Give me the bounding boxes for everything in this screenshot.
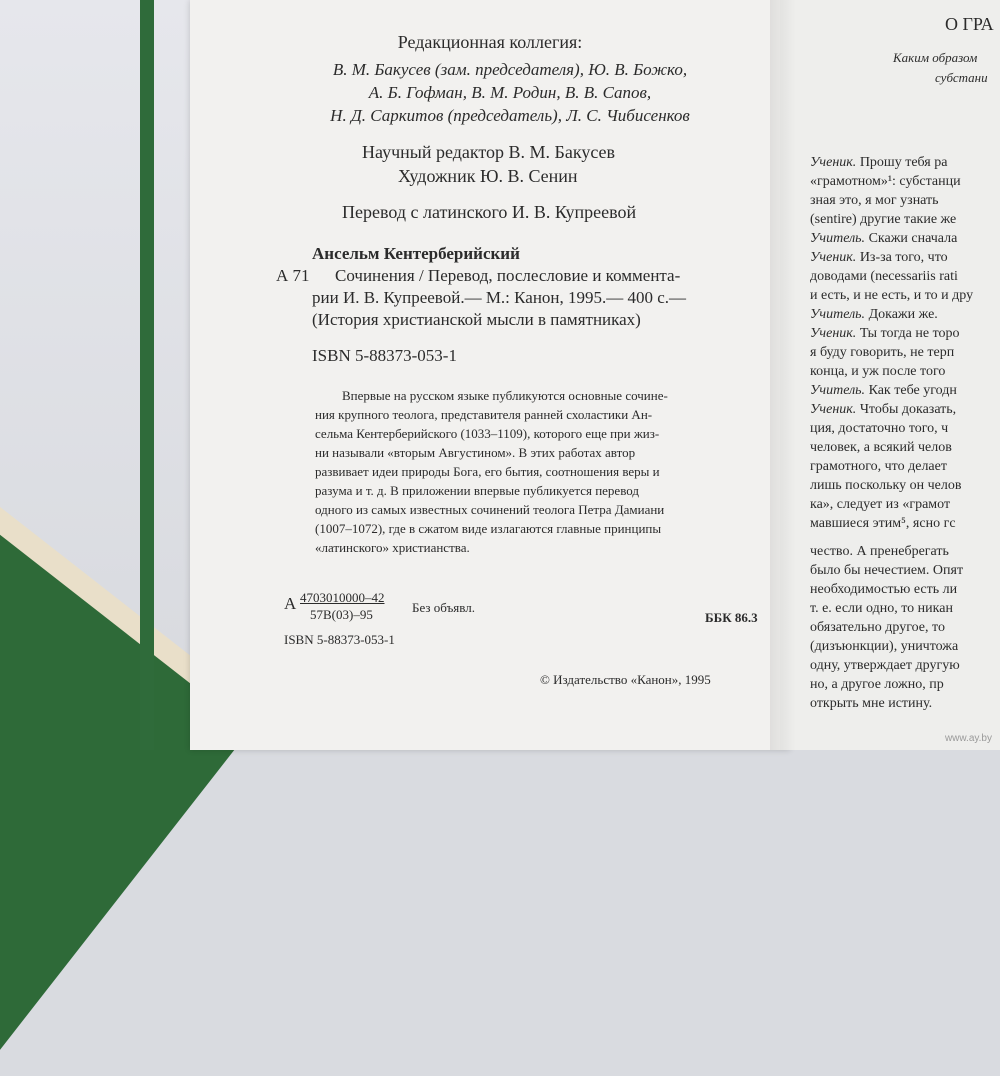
right-text-line: было бы нечестием. Опят xyxy=(810,563,964,578)
right-text-line: лишь поскольку он челов xyxy=(810,478,962,493)
editorial-line-2: А. Б. Гофман, В. М. Родин, В. В. Сапов, xyxy=(368,83,652,102)
right-text-line: Ученик. Ты тогда не торо xyxy=(810,326,960,341)
right-text-line: «грамотном»¹: субстанци xyxy=(810,174,961,189)
right-text-line: обязательно другое, то xyxy=(810,620,945,635)
annotation-line: «латинского» христианства. xyxy=(315,540,470,555)
right-text-line: одну, утверждает другую xyxy=(810,658,960,673)
annotation-line: одного из самых известных сочинений теолога Петра Дамиани xyxy=(315,502,665,517)
right-text-line: чество. А пренебрегать xyxy=(810,544,949,559)
right-text-line: но, а другое ложно, пр xyxy=(810,677,944,692)
catalog-prefix: А xyxy=(284,594,297,613)
right-text-line: необходимостью есть ли xyxy=(810,582,958,597)
right-text-line: Ученик. Из-за того, что xyxy=(810,250,948,265)
right-text-line: (sentire) другие такие же xyxy=(810,212,957,227)
artist-credit: Художник Ю. В. Сенин xyxy=(398,166,578,186)
editorial-line-3: Н. Д. Саркитов (председатель), Л. С. Чибисенков xyxy=(330,106,690,125)
watermark: www.ay.by xyxy=(944,733,992,744)
annotation-line: разума и т. д. В приложении впервые публикуется перевод xyxy=(315,483,639,498)
annotation-line: ния крупного теолога, представителя ранней схоластики Ан- xyxy=(315,407,653,422)
copyright-line: © Издательство «Канон», 1995 xyxy=(540,672,711,687)
right-text-line: ция, достаточно того, ч xyxy=(810,421,949,436)
catalog-code: А 71 xyxy=(276,266,310,285)
catalog-denominator: 57В(03)–95 xyxy=(310,607,373,622)
catalog-numerator: 4703010000–42 xyxy=(300,590,385,605)
annotation-line: ни называли «вторым Августином». В этих работах автор xyxy=(315,445,636,460)
annotation-line: сельма Кентерберийского (1033–1109), которого еще при жиз- xyxy=(315,426,660,441)
right-text-line: Учитель. Докажи же. xyxy=(810,307,938,322)
right-text-line: Ученик. Прошу тебя ра xyxy=(810,155,948,170)
right-text-line: я буду говорить, не терп xyxy=(810,345,955,360)
annotation-line: (1007–1072), где в сжатом виде излагаются главные принципы xyxy=(315,521,662,536)
right-text-line: и есть, и не есть, и то и дру xyxy=(810,288,974,303)
right-text-line: доводами (necessariis rati xyxy=(810,269,958,284)
translation-credit: Перевод с латинского И. В. Купреевой xyxy=(342,202,637,222)
scientific-editor: Научный редактор В. М. Бакусев xyxy=(362,142,616,162)
right-text-line: Учитель. Как тебе угодн xyxy=(810,383,957,398)
editorial-heading: Редакционная коллегия: xyxy=(397,32,583,52)
annotation-line: Впервые на русском языке публикуются основные сочине- xyxy=(342,388,668,403)
right-text-line: Учитель. Скажи сначала xyxy=(810,231,958,246)
isbn-bottom: ISBN 5-88373-053-1 xyxy=(284,632,395,647)
biblio-line-2: рии И. В. Купреевой.— М.: Канон, 1995.— 400 с.— xyxy=(312,288,687,307)
editorial-line-1: В. М. Бакусев (зам. председателя), Ю. В. Божко, xyxy=(332,60,688,79)
right-text-line: мавшиеся этим⁵, ясно гс xyxy=(810,516,956,531)
right-text-line: открыть мне истину. xyxy=(810,696,933,711)
right-text-line: т. е. если одно, то никан xyxy=(810,601,953,616)
catalog-note: Без объявл. xyxy=(412,600,475,615)
bbk-code: ББК 86.3 xyxy=(705,610,758,625)
right-text-line: грамотного, что делает xyxy=(810,459,947,474)
right-page-subtitle-1: Каким образом xyxy=(893,50,978,65)
biblio-line-1: Сочинения / Перевод, послесловие и коммента- xyxy=(335,266,681,285)
right-text-line: зная это, я мог узнать xyxy=(810,193,939,208)
right-text-line: ка», следует из «грамот xyxy=(810,497,951,512)
right-page-subtitle-2: субстани xyxy=(935,70,988,85)
right-text-line: конца, и уж после того xyxy=(810,364,946,379)
right-page-heading: О ГРА xyxy=(945,14,994,34)
right-text-line: Ученик. Чтобы доказать, xyxy=(810,402,957,417)
isbn-main: ISBN 5-88373-053-1 xyxy=(312,346,457,365)
book-spine-edge xyxy=(140,0,154,750)
author-name: Ансельм Кентерберийский xyxy=(312,244,520,263)
right-text-line: человек, а всякий челов xyxy=(810,440,952,455)
annotation-line: развивает идеи природы Бога, его бытия, соотношения веры и xyxy=(315,464,660,479)
right-text-line: (дизъюнкции), уничтожа xyxy=(810,639,959,654)
biblio-line-3: (История христианской мысли в памятниках) xyxy=(312,310,641,329)
